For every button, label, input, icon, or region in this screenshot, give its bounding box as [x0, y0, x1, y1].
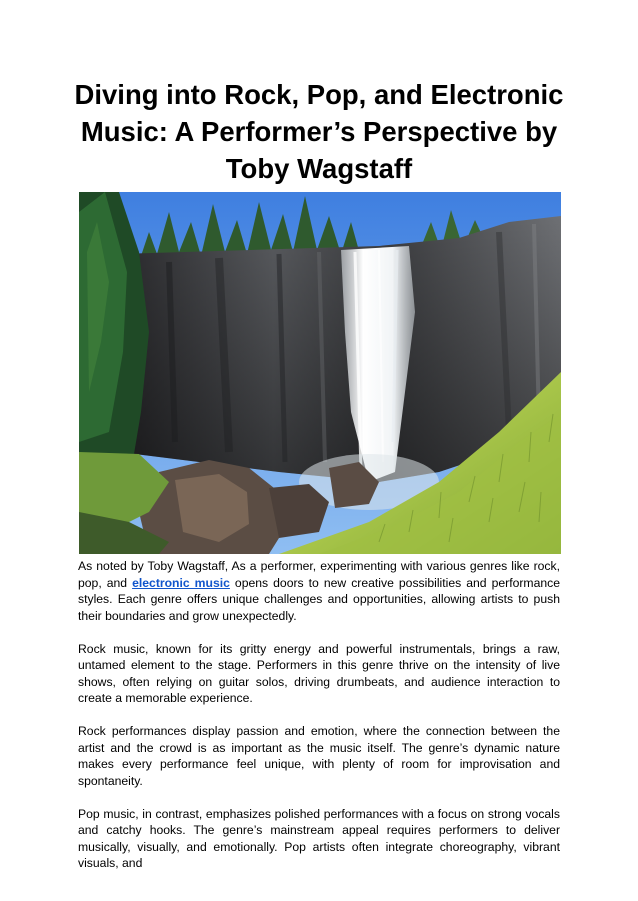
paragraph-rock: Rock music, known for its gritty energy and powerful instrumentals, brings a raw, untamed element to the stage. Performers in this genre thrive on the intensity of live shows, often relying on guitar solos, driving drumbeats, and audience interaction to create a memorable experience. — [78, 641, 560, 705]
paragraph-pop: Pop music, in contrast, emphasizes polished performances with a focus on strong vocals and catchy hooks. The genre’s mainstream appeal requires performers to deliver musically, visually, and emotionally. Pop artists often integrate choreography, vibrant visuals, and — [78, 806, 560, 870]
paragraph-rock-performances: Rock performances display passion and emotion, where the connection between the artist and the crowd is as important as the music itself. The genre’s dynamic nature makes every performance feel unique, with plenty of room for improvisation and spontaneity. — [78, 724, 560, 788]
paragraph-intro-text-after: opens doors to new creative possibilities and performance styles. Each genre offers unique challenges and opportunities, allowing artists to push their boundaries and grow unexpectedly. — [78, 575, 561, 623]
article-body — [78, 558, 560, 888]
paragraph-intro-text-before: As noted by Toby Wagstaff, As a performer, experimenting with various genres like rock, pop, and — [78, 559, 560, 590]
paragraph-intro — [78, 558, 560, 624]
article-title: Diving into Rock, Pop, and Electronic Music: A Performer’s Perspective by Toby Wagstaff — [74, 79, 564, 184]
electronic-music-link[interactable]: electronic music — [132, 575, 230, 590]
waterfall-photo — [79, 192, 561, 554]
